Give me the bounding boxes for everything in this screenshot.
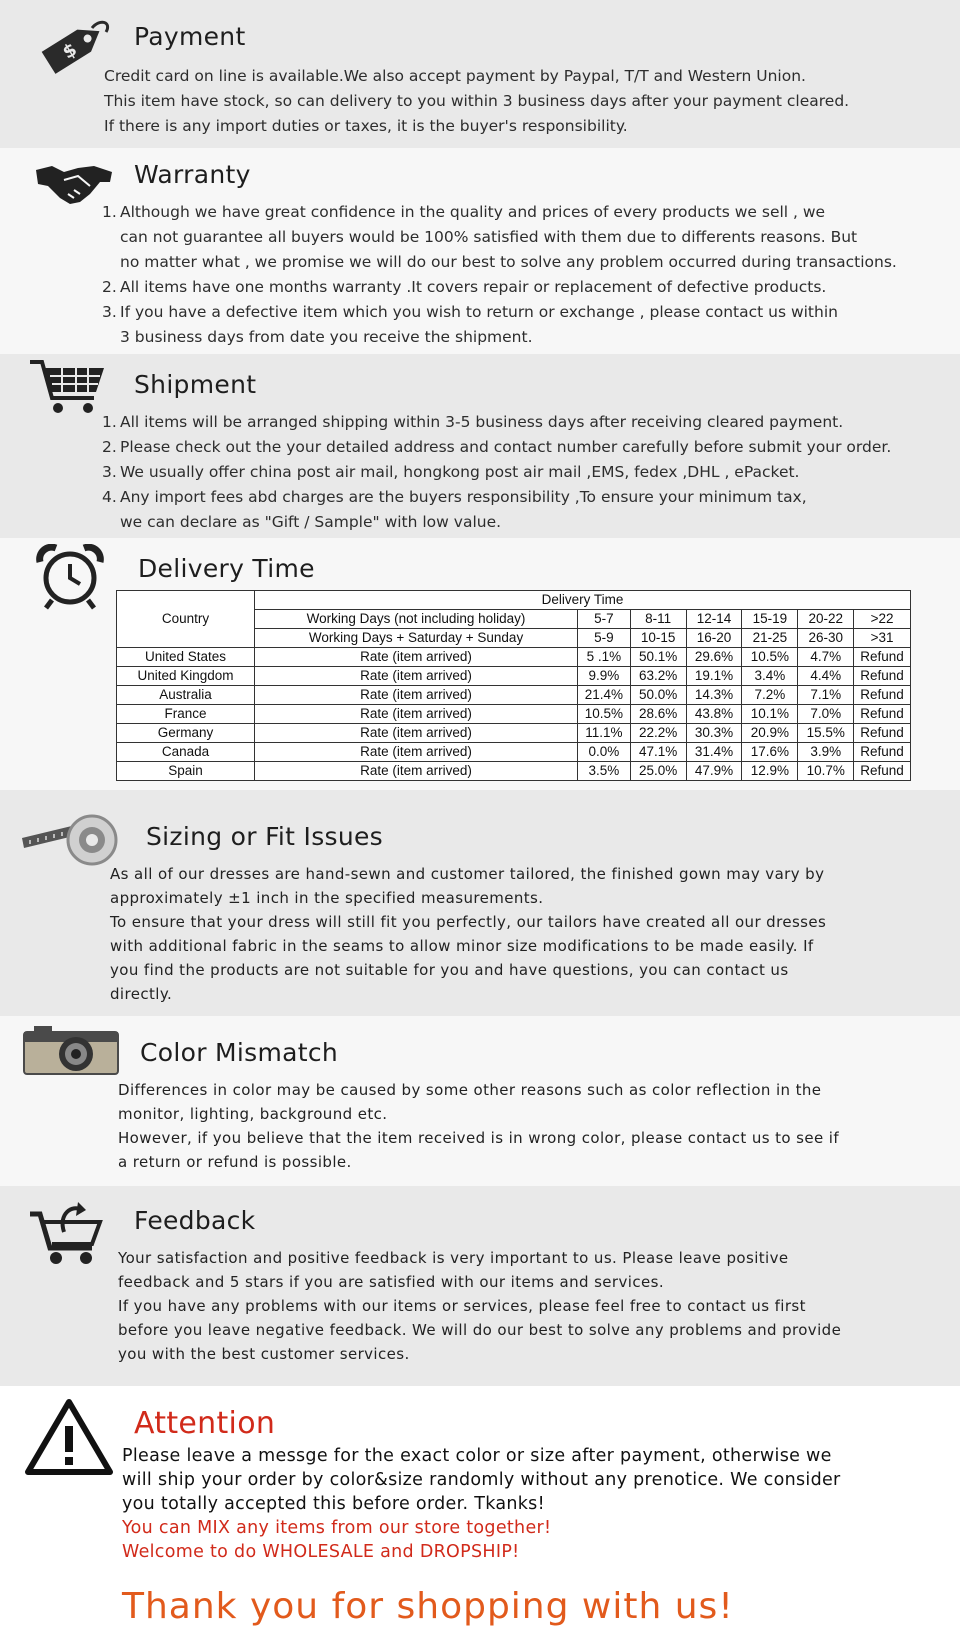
table-cell: 21-25 [742, 629, 798, 648]
table-cell: 50.0% [630, 686, 686, 705]
table-cell: Spain [117, 762, 255, 781]
item-number: 4. [102, 488, 117, 506]
table-cell: 5 .1% [577, 648, 630, 667]
table-cell: United Kingdom [117, 667, 255, 686]
section-title: Color Mismatch [140, 1038, 339, 1067]
item-number: 3. [102, 303, 117, 321]
table-cell: France [117, 705, 255, 724]
body-line: you find the products are not suitable for you and have questions, you can contact us [110, 961, 789, 979]
section-title: Feedback [134, 1206, 256, 1235]
promo-line: Welcome to do WHOLESALE and DROPSHIP! [122, 1542, 520, 1562]
item-number: 1. [102, 203, 117, 221]
table-cell: 7.2% [742, 686, 798, 705]
table-cell: 14.3% [686, 686, 742, 705]
table-cell: 16-20 [686, 629, 742, 648]
table-cell: 50.1% [630, 648, 686, 667]
table-cell: 30.3% [686, 724, 742, 743]
table-cell: 5-7 [577, 610, 630, 629]
table-cell: Rate (item arrived) [255, 648, 578, 667]
item-number: 3. [102, 463, 117, 481]
table-cell: United States [117, 648, 255, 667]
section-body [118, 1078, 839, 1174]
delivery-time-header: Delivery Time [255, 591, 911, 610]
table-cell: 63.2% [630, 667, 686, 686]
svg-text:$: $ [59, 39, 81, 64]
body-line: Credit card on line is available.We also accept payment by Paypal, T/T and Western Union. [104, 67, 806, 85]
list-item [102, 460, 891, 485]
table-cell: Refund [854, 705, 911, 724]
table-cell: Rate (item arrived) [255, 762, 578, 781]
table-cell: Canada [117, 743, 255, 762]
section-body [118, 1246, 841, 1366]
table-cell: 21.4% [577, 686, 630, 705]
table-cell: Rate (item arrived) [255, 724, 578, 743]
table-row [117, 705, 911, 724]
item-number: 2. [102, 438, 117, 456]
body-line: Differences in color may be caused by some other reasons such as color reflection in the [118, 1081, 822, 1099]
table-cell: 0.0% [577, 743, 630, 762]
shipment-section [0, 354, 960, 538]
body-line: This item have stock, so can delivery to you within 3 business days after your payment cleared. [104, 92, 850, 110]
list-item [102, 485, 891, 535]
list-item [102, 200, 897, 275]
list-item [102, 275, 897, 300]
body-line: However, if you believe that the item received is in wrong color, please contact us to see if [118, 1129, 840, 1147]
body-line: you totally accepted this before order. Tkanks! [122, 1494, 545, 1514]
table-cell: Refund [854, 743, 911, 762]
section-body [110, 862, 826, 1006]
payment-section [0, 0, 960, 148]
section-body [122, 1444, 841, 1564]
country-header: Country [117, 591, 255, 648]
attention-title: Attention [134, 1406, 276, 1441]
section-title: Sizing or Fit Issues [146, 822, 383, 851]
item-number: 2. [102, 278, 117, 296]
table-cell: 47.1% [630, 743, 686, 762]
body-line: Your satisfaction and positive feedback is very important to us. Please leave positive [118, 1249, 789, 1267]
body-line: Please check out the your detailed address and contact number carefully before submit your order. [120, 438, 892, 456]
body-line: If you have any problems with our items or services, please feel free to contact us first [118, 1297, 806, 1315]
body-line: can not guarantee all buyers would be 100% satisfied with them due to differents reasons. But [120, 228, 858, 246]
table-cell: >31 [854, 629, 911, 648]
camera-icon [22, 1024, 120, 1076]
list-item [102, 410, 891, 435]
body-line: Any import fees abd charges are the buyers responsibility ,To ensure your minimum tax, [120, 488, 807, 506]
table-cell: >22 [854, 610, 911, 629]
table-cell: 7.1% [798, 686, 854, 705]
section-body [104, 64, 849, 139]
row-label: Working Days + Saturday + Sunday [255, 629, 578, 648]
item-number: 1. [102, 413, 117, 431]
thank-you-text: Thank you for shopping with us! [122, 1586, 734, 1627]
body-line: As all of our dresses are hand-sewn and customer tailored, the finished gown may vary by [110, 865, 825, 883]
shopping-cart-icon [28, 358, 108, 416]
table-row [117, 724, 911, 743]
table-cell: 15-19 [742, 610, 798, 629]
table-cell: Rate (item arrived) [255, 705, 578, 724]
table-row [117, 648, 911, 667]
body-line: no matter what , we promise we will do our best to solve any problem occurred during transactions. [120, 253, 897, 271]
body-line: If you have a defective item which you wish to return or exchange , please contact us within [120, 303, 838, 321]
table-row [117, 743, 911, 762]
tape-measure-icon [20, 810, 126, 870]
table-cell: 28.6% [630, 705, 686, 724]
table-cell: 20-22 [798, 610, 854, 629]
body-line: you with the best customer services. [118, 1345, 410, 1363]
section-title: Shipment [134, 370, 257, 399]
table-cell: 12-14 [686, 610, 742, 629]
body-line: a return or refund is possible. [118, 1153, 352, 1171]
table-cell: 15.5% [798, 724, 854, 743]
table-cell: Refund [854, 762, 911, 781]
table-cell: Refund [854, 648, 911, 667]
row-label: Working Days (not including holiday) [255, 610, 578, 629]
table-cell: 5-9 [577, 629, 630, 648]
table-cell: 12.9% [742, 762, 798, 781]
list-item [102, 435, 891, 460]
table-cell: 3.9% [798, 743, 854, 762]
list-item [102, 300, 897, 350]
table-cell: 10.5% [577, 705, 630, 724]
body-line: Although we have great confidence in the quality and prices of every products we sell , we [120, 203, 826, 221]
color-mismatch-section [0, 1016, 960, 1186]
table-cell: 26-30 [798, 629, 854, 648]
table-cell: 10-15 [630, 629, 686, 648]
body-line: We usually offer china post air mail, hongkong post air mail ,EMS, fedex ,DHL , ePacket. [120, 463, 800, 481]
delivery-time-table [116, 590, 911, 781]
table-row [117, 686, 911, 705]
table-cell: 11.1% [577, 724, 630, 743]
section-title: Delivery Time [138, 554, 315, 583]
table-cell: 29.6% [686, 648, 742, 667]
table-cell: 19.1% [686, 667, 742, 686]
table-row [117, 762, 911, 781]
body-line: with additional fabric in the seams to allow minor size modifications to be made easily. If [110, 937, 814, 955]
alarm-clock-icon [34, 544, 106, 610]
body-line: 3 business days from date you receive the shipment. [120, 328, 533, 346]
body-line: feedback and 5 stars if you are satisfied with our items and services. [118, 1273, 665, 1291]
table-cell: Refund [854, 724, 911, 743]
table-cell: 7.0% [798, 705, 854, 724]
body-line: will ship your order by color&size randomly without any prenotice. We consider [122, 1470, 841, 1490]
table-cell: Germany [117, 724, 255, 743]
body-line: To ensure that your dress will still fit you perfectly, our tailors have created all our dresses [110, 913, 827, 931]
table-cell: 3.5% [577, 762, 630, 781]
table-row [117, 667, 911, 686]
table-cell: 10.5% [742, 648, 798, 667]
table-cell: Australia [117, 686, 255, 705]
table-cell: Rate (item arrived) [255, 667, 578, 686]
sizing-section [0, 790, 960, 1016]
section-body [102, 410, 891, 535]
table-cell: 3.4% [742, 667, 798, 686]
table-cell: 10.7% [798, 762, 854, 781]
table-cell: Rate (item arrived) [255, 686, 578, 705]
body-line: we can declare as "Gift / Sample" with low value. [120, 513, 502, 531]
table-cell: Rate (item arrived) [255, 743, 578, 762]
table-cell: 43.8% [686, 705, 742, 724]
section-title: Warranty [134, 160, 251, 189]
body-line: directly. [110, 985, 173, 1003]
body-line: If there is any import duties or taxes, it is the buyer's responsibility. [104, 117, 628, 135]
body-line: All items have one months warranty .It covers repair or replacement of defective products. [120, 278, 827, 296]
cart-return-icon [28, 1200, 104, 1266]
body-line: All items will be arranged shipping within 3-5 business days after receiving cleared payment. [120, 413, 844, 431]
delivery-section [0, 538, 960, 790]
section-body [102, 200, 897, 350]
body-line: monitor, lighting, background etc. [118, 1105, 388, 1123]
table-cell: 31.4% [686, 743, 742, 762]
table-cell: 9.9% [577, 667, 630, 686]
table-cell: 47.9% [686, 762, 742, 781]
table-cell: 8-11 [630, 610, 686, 629]
body-line: Please leave a messge for the exact color or size after payment, otherwise we [122, 1446, 832, 1466]
warranty-section [0, 148, 960, 354]
promo-line: You can MIX any items from our store together! [122, 1518, 552, 1538]
table-cell: 17.6% [742, 743, 798, 762]
table-cell: Refund [854, 686, 911, 705]
table-cell: 20.9% [742, 724, 798, 743]
feedback-section [0, 1186, 960, 1386]
table-cell: 4.7% [798, 648, 854, 667]
attention-section [0, 1386, 960, 1649]
table-cell: 22.2% [630, 724, 686, 743]
body-line: approximately ±1 inch in the specified measurements. [110, 889, 544, 907]
table-cell: 4.4% [798, 667, 854, 686]
table-cell: 10.1% [742, 705, 798, 724]
section-title: Payment [134, 22, 246, 51]
price-tag-icon [34, 14, 114, 80]
table-cell: 25.0% [630, 762, 686, 781]
table-cell: Refund [854, 667, 911, 686]
warning-icon [24, 1398, 114, 1476]
body-line: before you leave negative feedback. We will do our best to solve any problems and provide [118, 1321, 842, 1339]
